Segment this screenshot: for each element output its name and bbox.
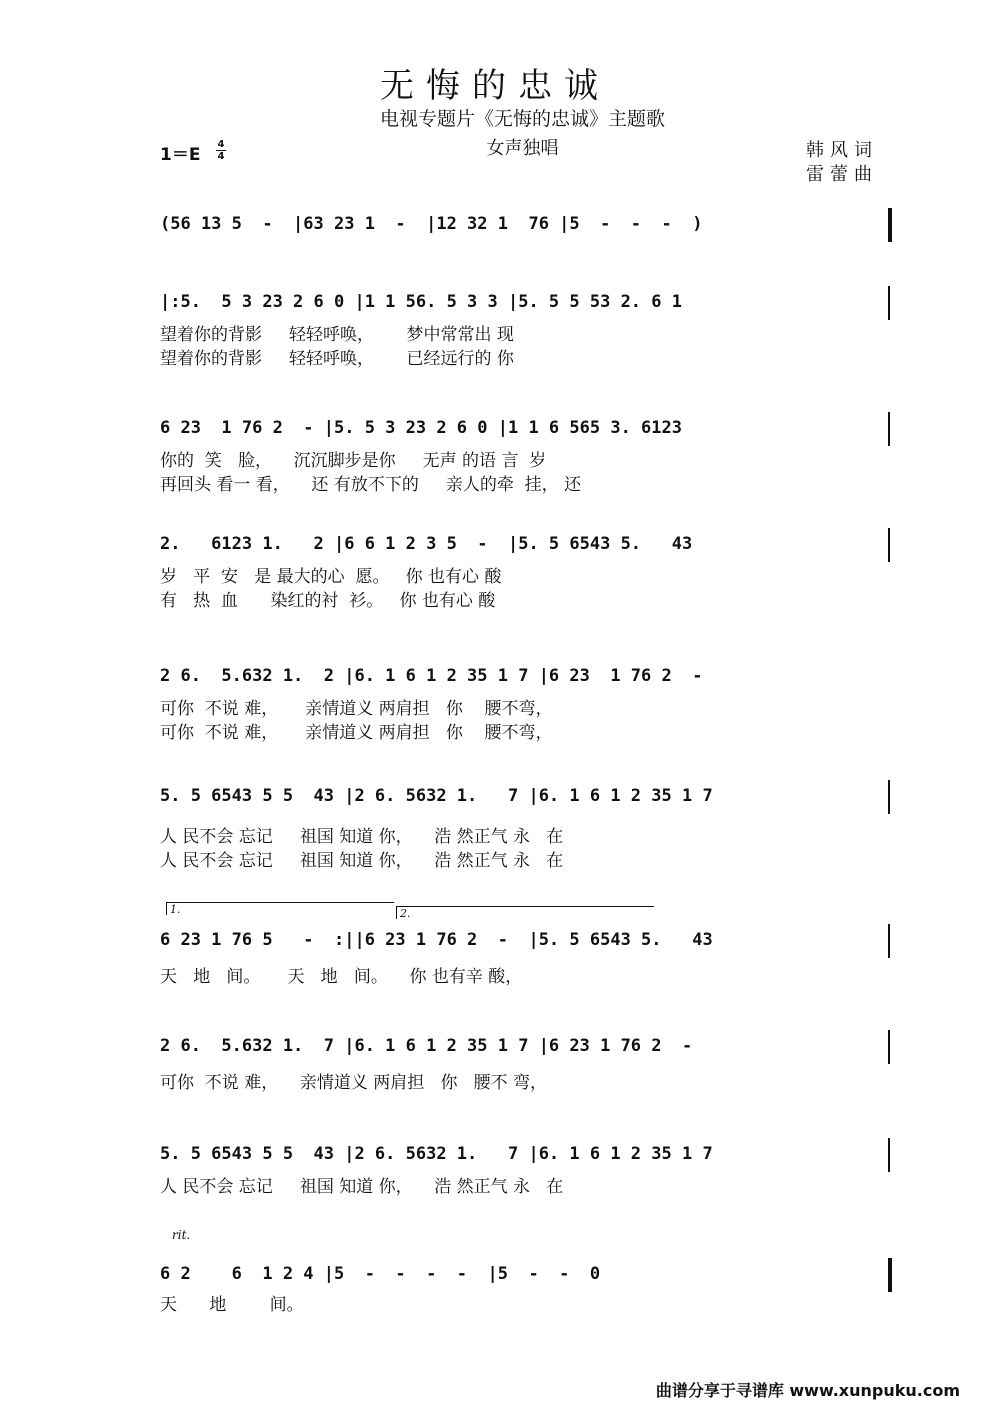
barline [888, 1138, 890, 1172]
time-signature-bottom: 4 [217, 151, 225, 162]
key-signature: 1＝E [160, 145, 201, 165]
lyric-verse-1: 人 民不会 忘记 祖国 知道 你， 浩 然正气 永 在 [160, 827, 564, 847]
notation-line: 2. 6123 1. 2 |6 6 1 2 3 5 - |5. 5 6543 5. 43 [160, 534, 693, 554]
notation-line: 6 23 1 76 2 - |5. 5 3 23 2 6 0 |1 1 6 565 3. 6123 [160, 418, 682, 438]
source-footer: 曲谱分享于寻谱库 www.xunpuku.com [655, 1381, 960, 1400]
lyric-verse-2: 人 民不会 忘记 祖国 知道 你， 浩 然正气 永 在 [160, 851, 564, 871]
barline [888, 780, 890, 814]
barline [888, 924, 890, 958]
lyric-verse-2: 再回头 看一 看， 还 有放不下的 亲人的牵 挂， 还 [160, 475, 582, 495]
notation-line: 2 6. 5.632 1. 2 |6. 1 6 1 2 35 1 7 |6 23 1 76 2 - [160, 666, 703, 686]
lyric-line: 人 民不会 忘记 祖国 知道 你， 浩 然正气 永 在 [160, 1177, 564, 1197]
lyric-verse-1: 可你 不说 难， 亲情道义 两肩担 你 腰不弯， [160, 699, 553, 719]
notation-line: |:5. 5 3 23 2 6 0 |1 1 56. 5 3 3 |5. 5 5 53 2. 6 1 [160, 292, 682, 312]
volta-bracket-1: 1. [166, 902, 394, 915]
barline [888, 528, 890, 562]
lyric-verse-2: 有 热 血 染红的衬 衫。 你 也有心 酸 [160, 591, 496, 611]
barline-end [888, 208, 892, 242]
composer-credit: 雷蕾曲 [806, 164, 878, 185]
performer-note: 女声独唱 [486, 138, 559, 159]
lyric-line: 天 地 间。 天 地 间。 你 也有辛 酸， [160, 967, 523, 987]
ritardando-marking: rit. [172, 1228, 191, 1242]
lyric-verse-1: 你的 笑 脸， 沉沉脚步是你 无声 的语 言 岁 [160, 451, 547, 471]
barline [888, 412, 890, 446]
barline [888, 1030, 890, 1064]
notation-line: 2 6. 5.632 1. 7 |6. 1 6 1 2 35 1 7 |6 23 1 76 2 - [160, 1036, 693, 1056]
lyric-verse-2: 望着你的背影 轻轻呼唤， 已经远行的 你 [160, 349, 514, 369]
lyric-line: 天 地 间。 [160, 1295, 304, 1315]
notation-line: 6 2 6 1 2 4 |5 - - - - |5 - - 0 [160, 1264, 601, 1284]
notation-line: (56 13 5 - |63 23 1 - |12 32 1 76 |5 - - - ) [160, 214, 703, 234]
time-signature [216, 139, 226, 162]
notation-line: 6 23 1 76 5 - :||6 23 1 76 2 - |5. 5 6543 5. 43 [160, 930, 713, 950]
notation-line: 5. 5 6543 5 5 43 |2 6. 5632 1. 7 |6. 1 6 1 2 35 1 7 [160, 786, 713, 806]
time-signature-top: 4 [217, 139, 225, 150]
song-subtitle: 电视专题片《无悔的忠诚》主题歌 [379, 108, 665, 130]
song-title: 无悔的忠诚 [380, 66, 610, 106]
barline-final [888, 1258, 892, 1292]
lyric-verse-1: 望着你的背影 轻轻呼唤， 梦中常常出 现 [160, 325, 514, 345]
lyricist-credit: 韩风词 [806, 140, 878, 161]
lyric-verse-2: 可你 不说 难， 亲情道义 两肩担 你 腰不弯， [160, 723, 553, 743]
lyric-line: 可你 不说 难， 亲情道义 两肩担 你 腰不 弯， [160, 1073, 548, 1093]
notation-line: 5. 5 6543 5 5 43 |2 6. 5632 1. 7 |6. 1 6 1 2 35 1 7 [160, 1144, 713, 1164]
barline [888, 286, 890, 320]
lyric-verse-1: 岁 平 安 是 最大的心 愿。 你 也有心 酸 [160, 567, 502, 587]
volta-bracket-2: 2. [396, 906, 654, 919]
